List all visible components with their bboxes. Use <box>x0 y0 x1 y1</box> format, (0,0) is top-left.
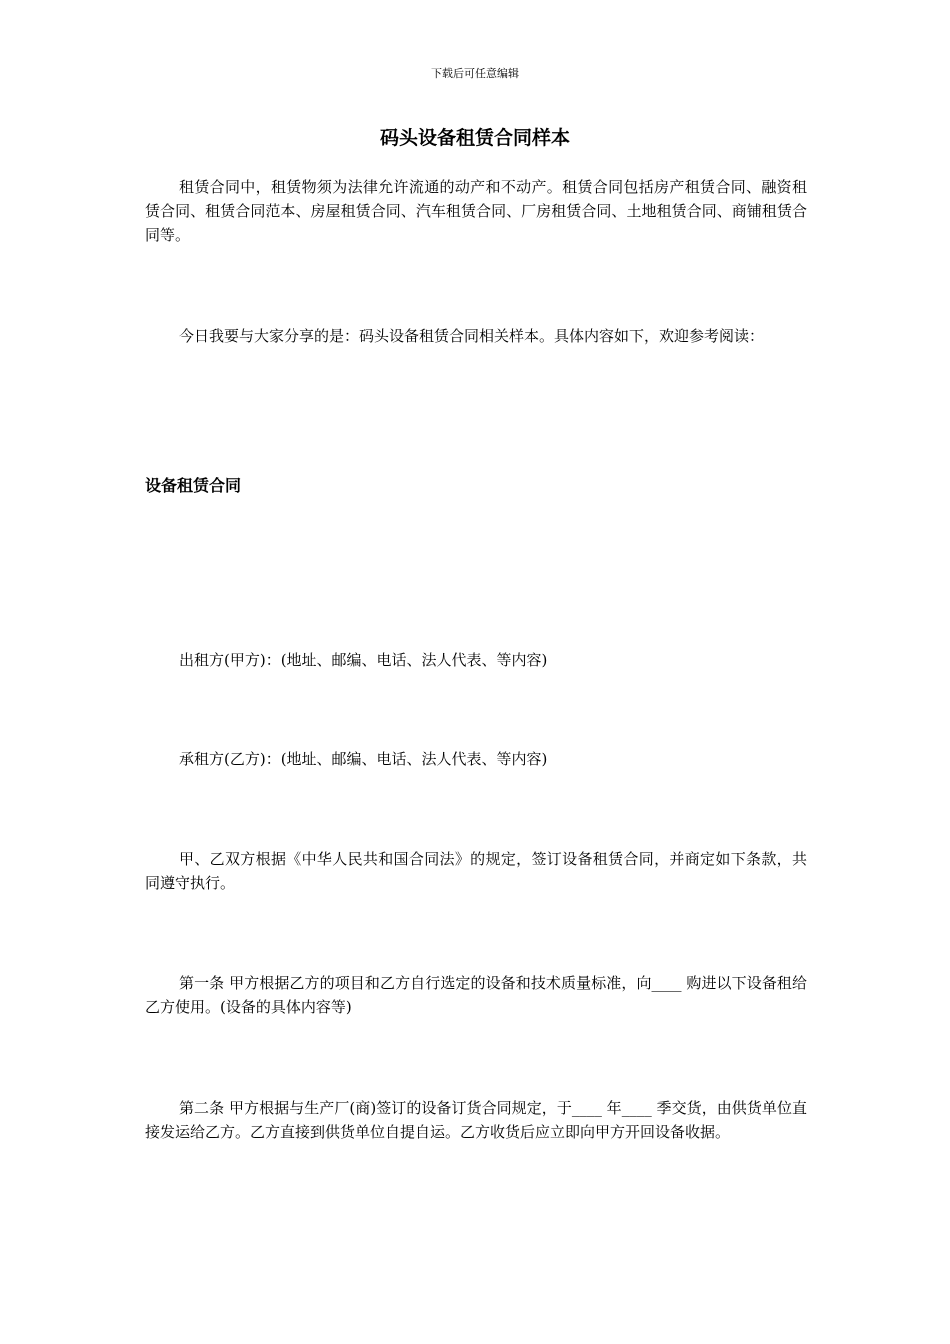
lessee-paragraph: 承租方(乙方)：(地址、邮编、电话、法人代表、等内容) <box>179 750 548 768</box>
preamble-paragraph: 甲、乙双方根据《中华人民共和国合同法》的规定，签订设备租赁合同，并商定如下条款，共同遵守执行。 <box>145 850 807 892</box>
article-1-paragraph: 第一条 甲方根据乙方的项目和乙方自行选定的设备和技术质量标准，向____ 购进以下设备租给乙方使用。(设备的具体内容等) <box>145 974 807 1016</box>
header-note: 下载后可任意编辑 <box>431 67 519 80</box>
document-title: 码头设备租赁合同样本 <box>379 127 570 149</box>
intro-paragraph: 租赁合同中，租赁物须为法律允许流通的动产和不动产。租赁合同包括房产租赁合同、融资租赁合同、租赁合同范本、房屋租赁合同、汽车租赁合同、厂房租赁合同、土地租赁合同、商铺租赁合同等。 <box>145 178 807 244</box>
section-heading: 设备租赁合同 <box>145 476 242 495</box>
share-paragraph: 今日我要与大家分享的是：码头设备租赁合同相关样本。具体内容如下，欢迎参考阅读： <box>179 327 765 345</box>
article-2-paragraph: 第二条 甲方根据与生产厂(商)签订的设备订货合同规定，于____ 年____ 季交货，由供货单位直接发运给乙方。乙方直接到供货单位自提自运。乙方收货后应立即向甲方开回设备收据。 <box>145 1099 807 1141</box>
lessor-paragraph: 出租方(甲方)：(地址、邮编、电话、法人代表、等内容) <box>179 651 548 669</box>
